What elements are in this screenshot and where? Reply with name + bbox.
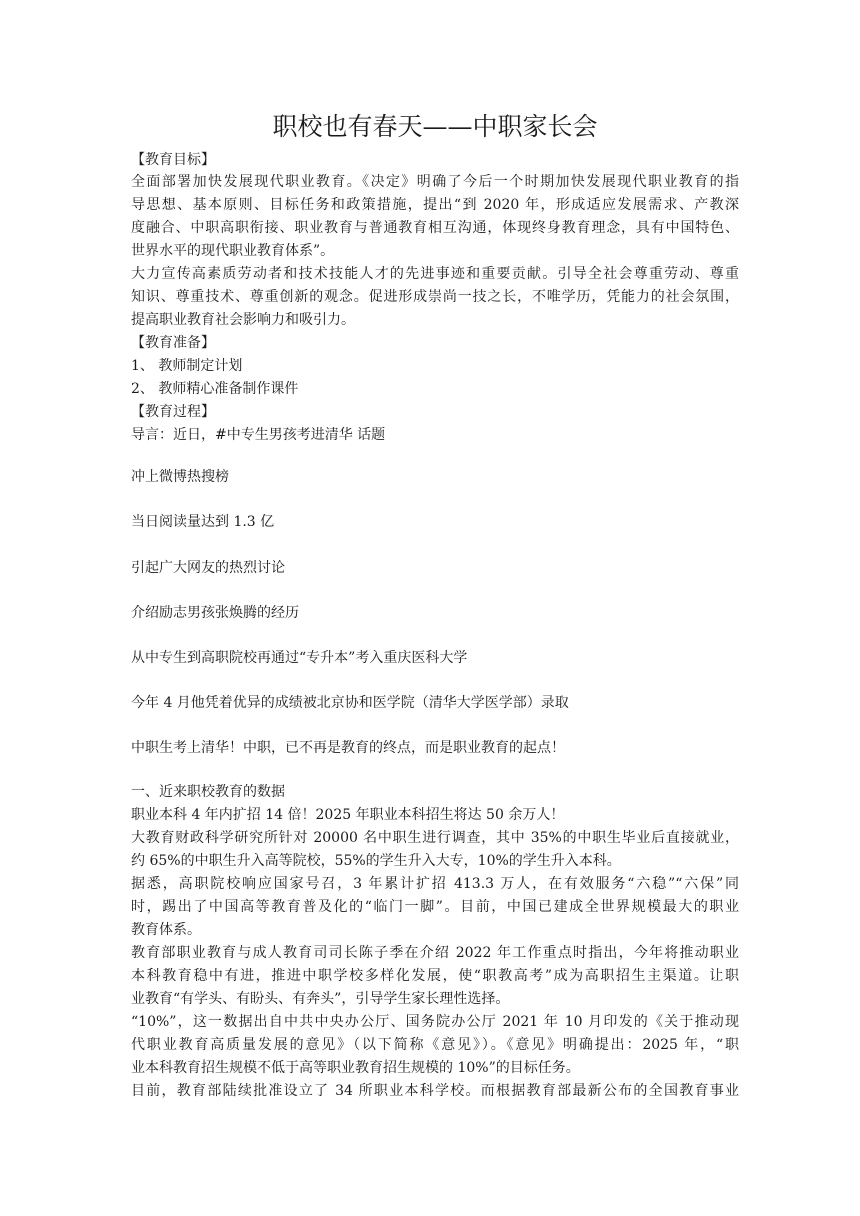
paragraph-line: 代职业教育高质量发展的意见》（以下简称《意见》）。《意见》明确提出：2025 年，“职 [131,1037,739,1053]
paragraph-line: 职业本科 4 年内扩招 14 倍！2025 年职业本科招生将达 50 余万人！ [131,807,565,823]
section-heading-preparation: 【教育准备】 [131,335,215,351]
paragraph-line: 度融合、中职高职衔接、职业教育与普通教育相互沟通，体现终身教育理念，具有中国特色、 [131,220,739,236]
paragraph-line: 大教育财政科学研究所针对 20000 名中职生进行调查，其中 35%的中职生毕业后直接就业， [131,830,739,846]
paragraph-line: 引起广大网友的热烈讨论 [131,560,285,576]
paragraph-line: 时，踢出了中国高等教育普及化的“临门一脚”。目前，中国已建成全世界规模最大的职业 [131,899,739,915]
paragraph-line: 全面部署加快发展现代职业教育。《决定》明确了今后一个时期加快发展现代职业教育的指 [131,174,739,190]
paragraph-line: 知识、尊重技术、尊重创新的观念。促进形成崇尚一技之长，不唯学历，凭能力的社会氛围， [131,289,739,305]
paragraph-line: 中职生考上清华！中职，已不再是教育的终点，而是职业教育的起点！ [131,740,565,756]
paragraph-line: 提高职业教育社会影响力和吸引力。 [131,312,355,328]
paragraph-line: 本科教育稳中有进，推进中职学校多样化发展，使“职教高考”成为高职招生主渠道。让职 [131,968,739,984]
paragraph-line: 导思想、基本原则、目标任务和政策措施，提出“到 2020 年，形成适应发展需求、产教深 [131,197,739,213]
paragraph-line: 教育部职业教育与成人教育司司长陈子季在介绍 2022 年工作重点时指出，今年将推动职业 [131,945,739,961]
paragraph-line: 教育体系。 [131,922,201,938]
paragraph-line: 据悉，高职院校响应国家号召，3 年累计扩招 413.3 万人，在有效服务“六稳”“六保”同 [131,876,739,892]
paragraph-line: 导言：近日，#中专生男孩考进清华 话题 [131,427,386,443]
paragraph-line: “10%”，这一数据出自中共中央办公厅、国务院办公厅 2021 年 10 月印发的《关于推动现 [131,1014,739,1030]
paragraph-line: 冲上微博热搜榜 [131,469,229,485]
paragraph-line: 当日阅读量达到 1.3 亿 [131,514,275,530]
document-title: 职校也有春天——中职家长会 [272,112,598,141]
list-item: 1、 教师制定计划 [131,358,243,374]
paragraph-line: 从中专生到高职院校再通过“专升本”考入重庆医科大学 [131,650,468,666]
paragraph-line: 世界水平的现代职业教育体系”。 [131,243,335,259]
paragraph-line: 目前，教育部陆续批准设立了 34 所职业本科学校。而根据教育部最新公布的全国教育事业 [131,1083,739,1099]
section-heading-data: 一、近来职校教育的数据 [131,784,285,800]
paragraph-line: 约 65%的中职生升入高等院校，55%的学生升入大专，10%的学生升入本科。 [131,853,621,869]
section-heading-process: 【教育过程】 [131,404,215,420]
paragraph-line: 今年 4 月他凭着优异的成绩被北京协和医学院（清华大学医学部）录取 [131,695,569,711]
list-item: 2、 教师精心准备制作课件 [131,381,299,397]
paragraph-line: 业教育“有学头、有盼头、有奔头”，引导学生家长理性选择。 [131,991,510,1007]
paragraph-line: 大力宣传高素质劳动者和技术技能人才的先进事迹和重要贡献。引导全社会尊重劳动、尊重 [131,266,739,282]
paragraph-line: 介绍励志男孩张焕腾的经历 [131,605,299,621]
paragraph-line: 业本科教育招生规模不低于高等职业教育招生规模的 10%”的目标任务。 [131,1060,580,1076]
section-heading-goals: 【教育目标】 [131,152,215,168]
